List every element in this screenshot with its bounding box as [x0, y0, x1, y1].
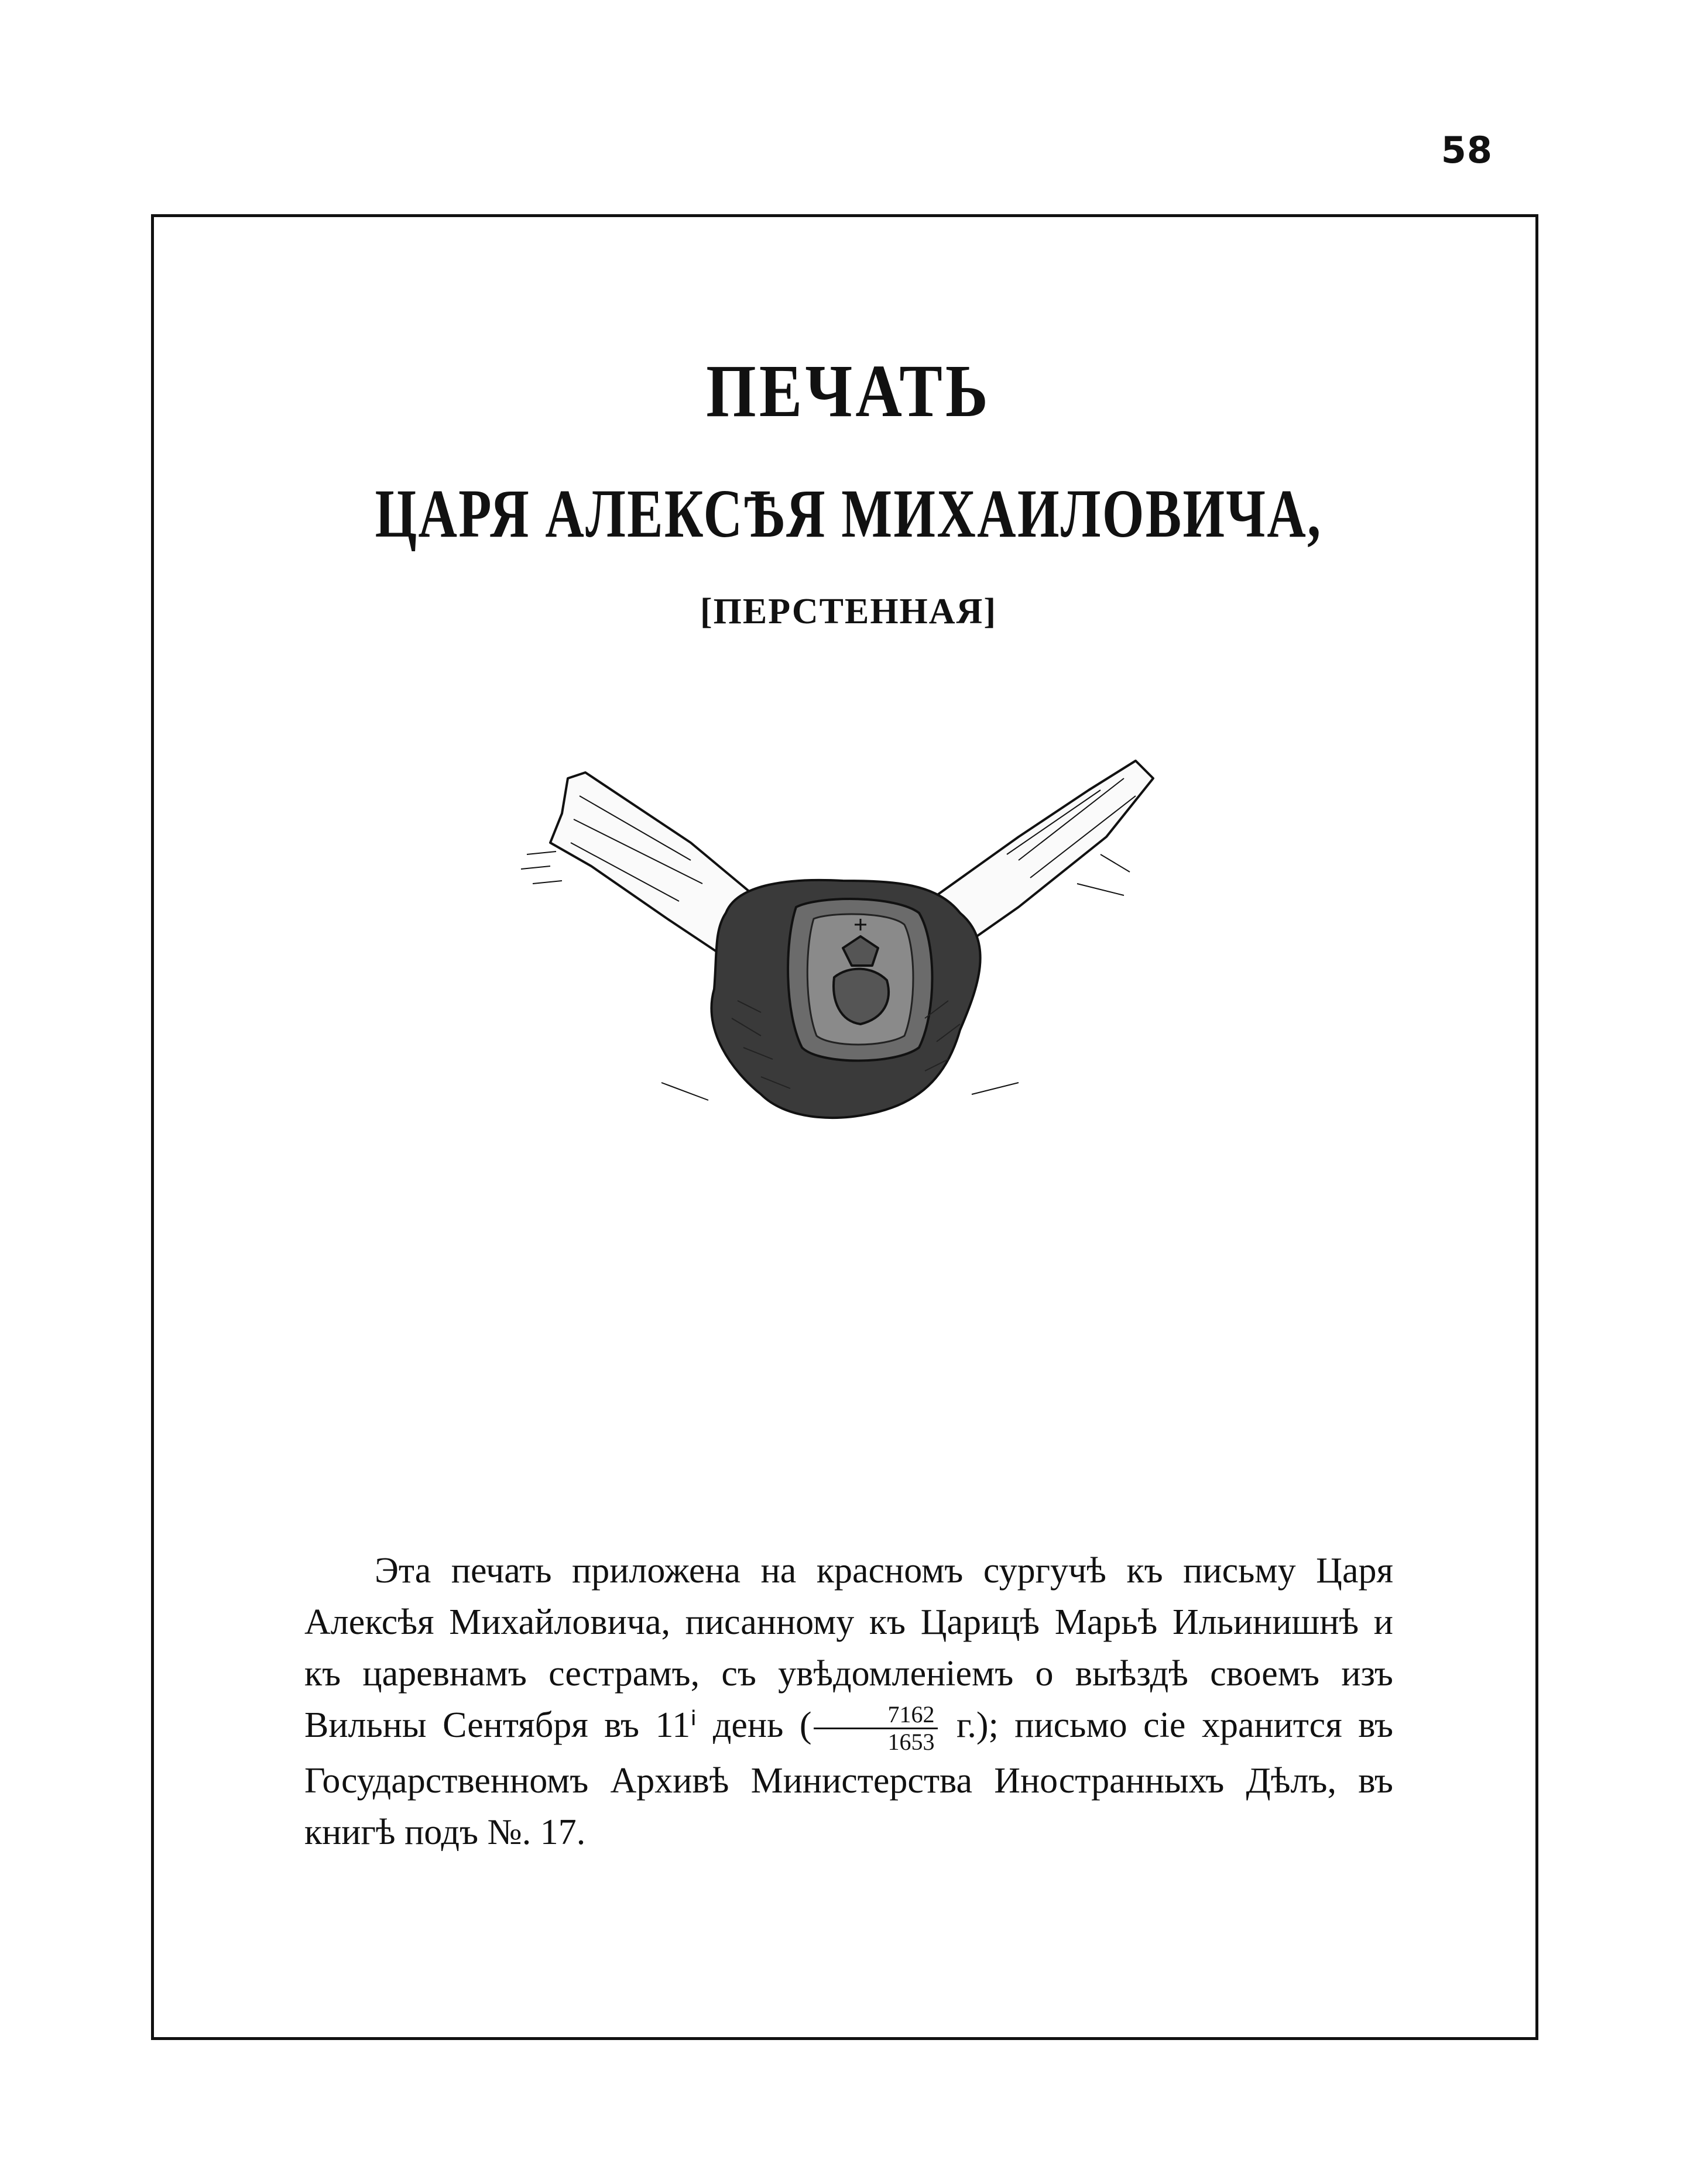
date-year-new: 1653 — [887, 1729, 935, 1756]
wax-seal-illustration — [515, 755, 1171, 1129]
date-year-old: 7162 — [814, 1702, 938, 1729]
page-title: ПЕЧАТЬ — [706, 349, 991, 432]
description-text-end: г.); письмо сіе хранится въ Государственномъ Архивѣ Министерства Иностранныхъ Дѣлъ, въ книгѣ подъ №. 17. — [304, 1705, 1393, 1853]
page-number: 58 — [1441, 129, 1493, 171]
page-subtitle: ЦАРЯ АЛЕКСѢЯ МИХАИЛОВИЧА, — [375, 475, 1322, 552]
title-note: [ПЕРСТЕННАЯ] — [700, 592, 997, 631]
description-text-start: Эта печать приложена на красномъ сургучѣ къ письму Царя Алексѣя Михайловича, писанному къ Царицѣ Марьѣ Ильинишнѣ и къ царевнамъ сестрамъ, съ увѣдомленіемъ о выѣздѣ своемъ изъ Вильны Сентября въ 11ⁱ день ( — [304, 1551, 1393, 1745]
seal-description — [304, 1545, 1393, 1858]
date-fraction — [814, 1702, 938, 1755]
